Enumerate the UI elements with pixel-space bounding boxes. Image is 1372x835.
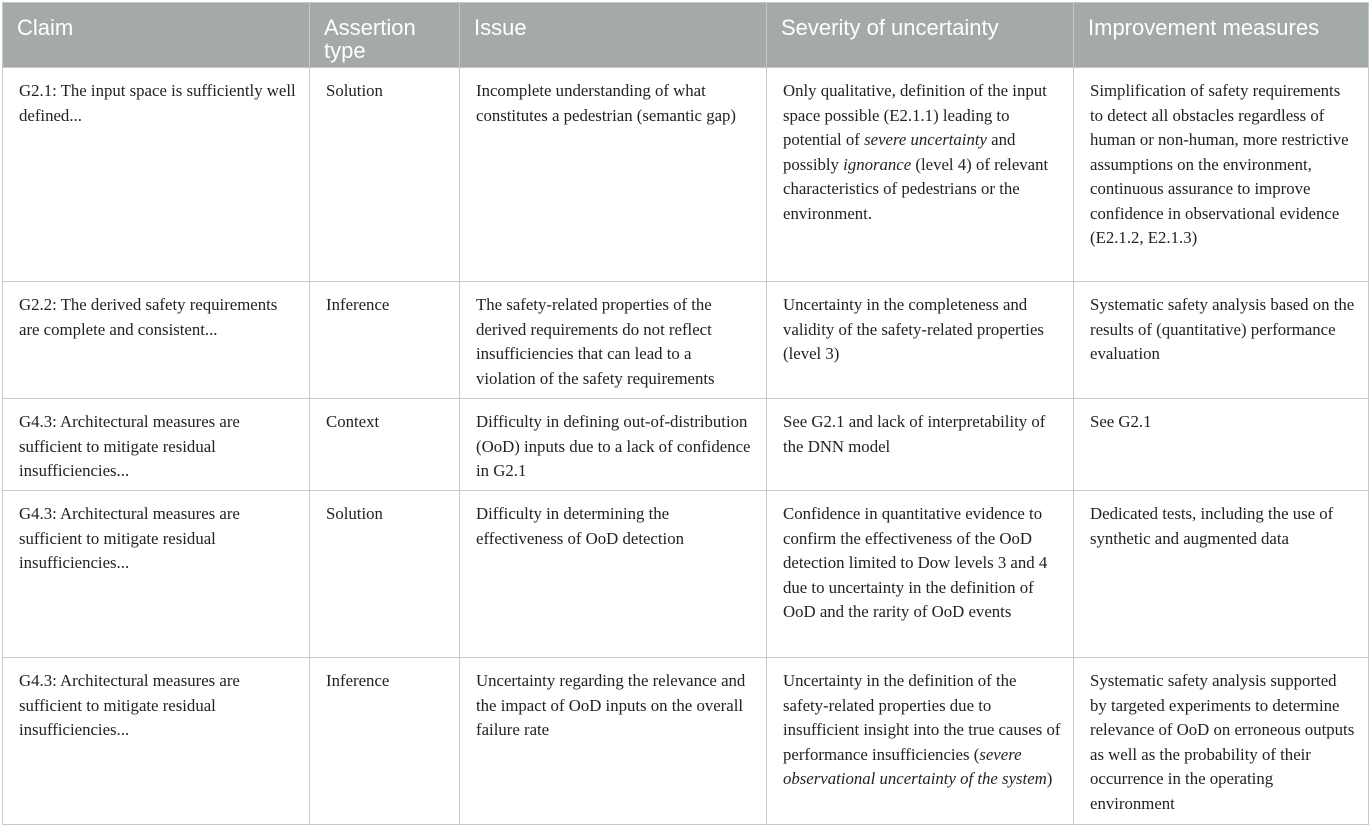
claim-cell: G2.1: The input space is sufficiently well defined... <box>3 68 310 282</box>
severity-cell: Uncertainty in the completeness and validity of the safety-related properties (level 3) <box>767 282 1074 399</box>
improvement-measures-cell: See G2.1 <box>1074 399 1369 491</box>
header-assertion-type <box>310 3 460 68</box>
severity-emphasis: severe observational uncertainty of the system <box>783 744 1047 788</box>
claim-cell: G4.3: Architectural measures are sufficient to mitigate residual insufficiencies... <box>3 658 310 825</box>
claim-cell: G4.3: Architectural measures are sufficient to mitigate residual insufficiencies... <box>3 399 310 491</box>
issue-cell: Uncertainty regarding the relevance and the impact of OoD inputs on the overall failure rate <box>460 658 767 825</box>
severity-text: (level 4) of relevant characteristics of pedestrians or the environment. <box>783 154 1049 223</box>
severity-text: ) <box>1046 769 1053 788</box>
uncertainty-assessment-table <box>2 2 1369 825</box>
severity-emphasis: ignorance <box>843 154 912 174</box>
assertion-type-cell: Context <box>310 399 460 491</box>
improvement-measures-cell: Systematic safety analysis based on the results of (quantitative) performance evaluation <box>1074 282 1369 399</box>
assertion-type-cell: Solution <box>310 68 460 282</box>
table-header <box>3 3 1369 68</box>
table-row <box>3 491 1369 658</box>
issue-cell: The safety-related properties of the derived requirements do not reflect insufficiencies that can lead to a violation of the safety requirements <box>460 282 767 399</box>
table-body <box>3 68 1369 825</box>
header-claim: Claim <box>3 3 310 68</box>
improvement-measures-cell: Systematic safety analysis supported by targeted experiments to determine relevance of OoD on erroneous outputs as well as the probability of their occurrence in the operating environment <box>1074 658 1369 825</box>
severity-text: Only qualitative, definition of the input space possible (E2.1.1) leading to potential of <box>783 81 1047 149</box>
header-row <box>3 3 1369 68</box>
header-improvement-measures: Improvement measures <box>1074 3 1369 68</box>
severity-cell <box>767 658 1074 825</box>
header-assertion-line2: type <box>324 38 366 63</box>
header-assertion-line1: Assertion <box>324 15 416 40</box>
issue-cell: Difficulty in defining out-of-distribution (OoD) inputs due to a lack of confidence in G2.1 <box>460 399 767 491</box>
severity-text: and possibly <box>783 130 1016 174</box>
claim-cell: G2.2: The derived safety requirements are complete and consistent... <box>3 282 310 399</box>
table-row <box>3 68 1369 282</box>
assertion-type-cell: Inference <box>310 282 460 399</box>
table-row <box>3 399 1369 491</box>
claim-cell: G4.3: Architectural measures are sufficient to mitigate residual insufficiencies... <box>3 491 310 658</box>
severity-cell: See G2.1 and lack of interpretability of the DNN model <box>767 399 1074 491</box>
header-issue: Issue <box>460 3 767 68</box>
header-severity: Severity of uncertainty <box>767 3 1074 68</box>
issue-cell: Difficulty in determining the effectiveness of OoD detection <box>460 491 767 658</box>
improvement-measures-cell: Dedicated tests, including the use of synthetic and augmented data <box>1074 491 1369 658</box>
improvement-measures-cell: Simplification of safety requirements to detect all obstacles regardless of human or non-human, more restrictive assumptions on the environment, continuous assurance to improve confidence in observational evidence (E2.1.2, E2.1.3) <box>1074 68 1369 282</box>
issue-cell: Incomplete understanding of what constitutes a pedestrian (semantic gap) <box>460 68 767 282</box>
severity-emphasis: severe uncertainty <box>864 130 987 149</box>
table-row <box>3 282 1369 399</box>
table-row <box>3 658 1369 825</box>
assertion-type-cell: Inference <box>310 658 460 825</box>
severity-cell <box>767 68 1074 282</box>
assertion-type-cell: Solution <box>310 491 460 658</box>
severity-text: Uncertainty in the definition of the safety-related properties due to insufficient insight into the true causes of performance insufficiencies ( <box>783 671 1061 764</box>
severity-cell: Confidence in quantitative evidence to confirm the effectiveness of the OoD detection limited to Dow levels 3 and 4 due to uncertainty in the definition of OoD and the rarity of OoD events <box>767 491 1074 658</box>
